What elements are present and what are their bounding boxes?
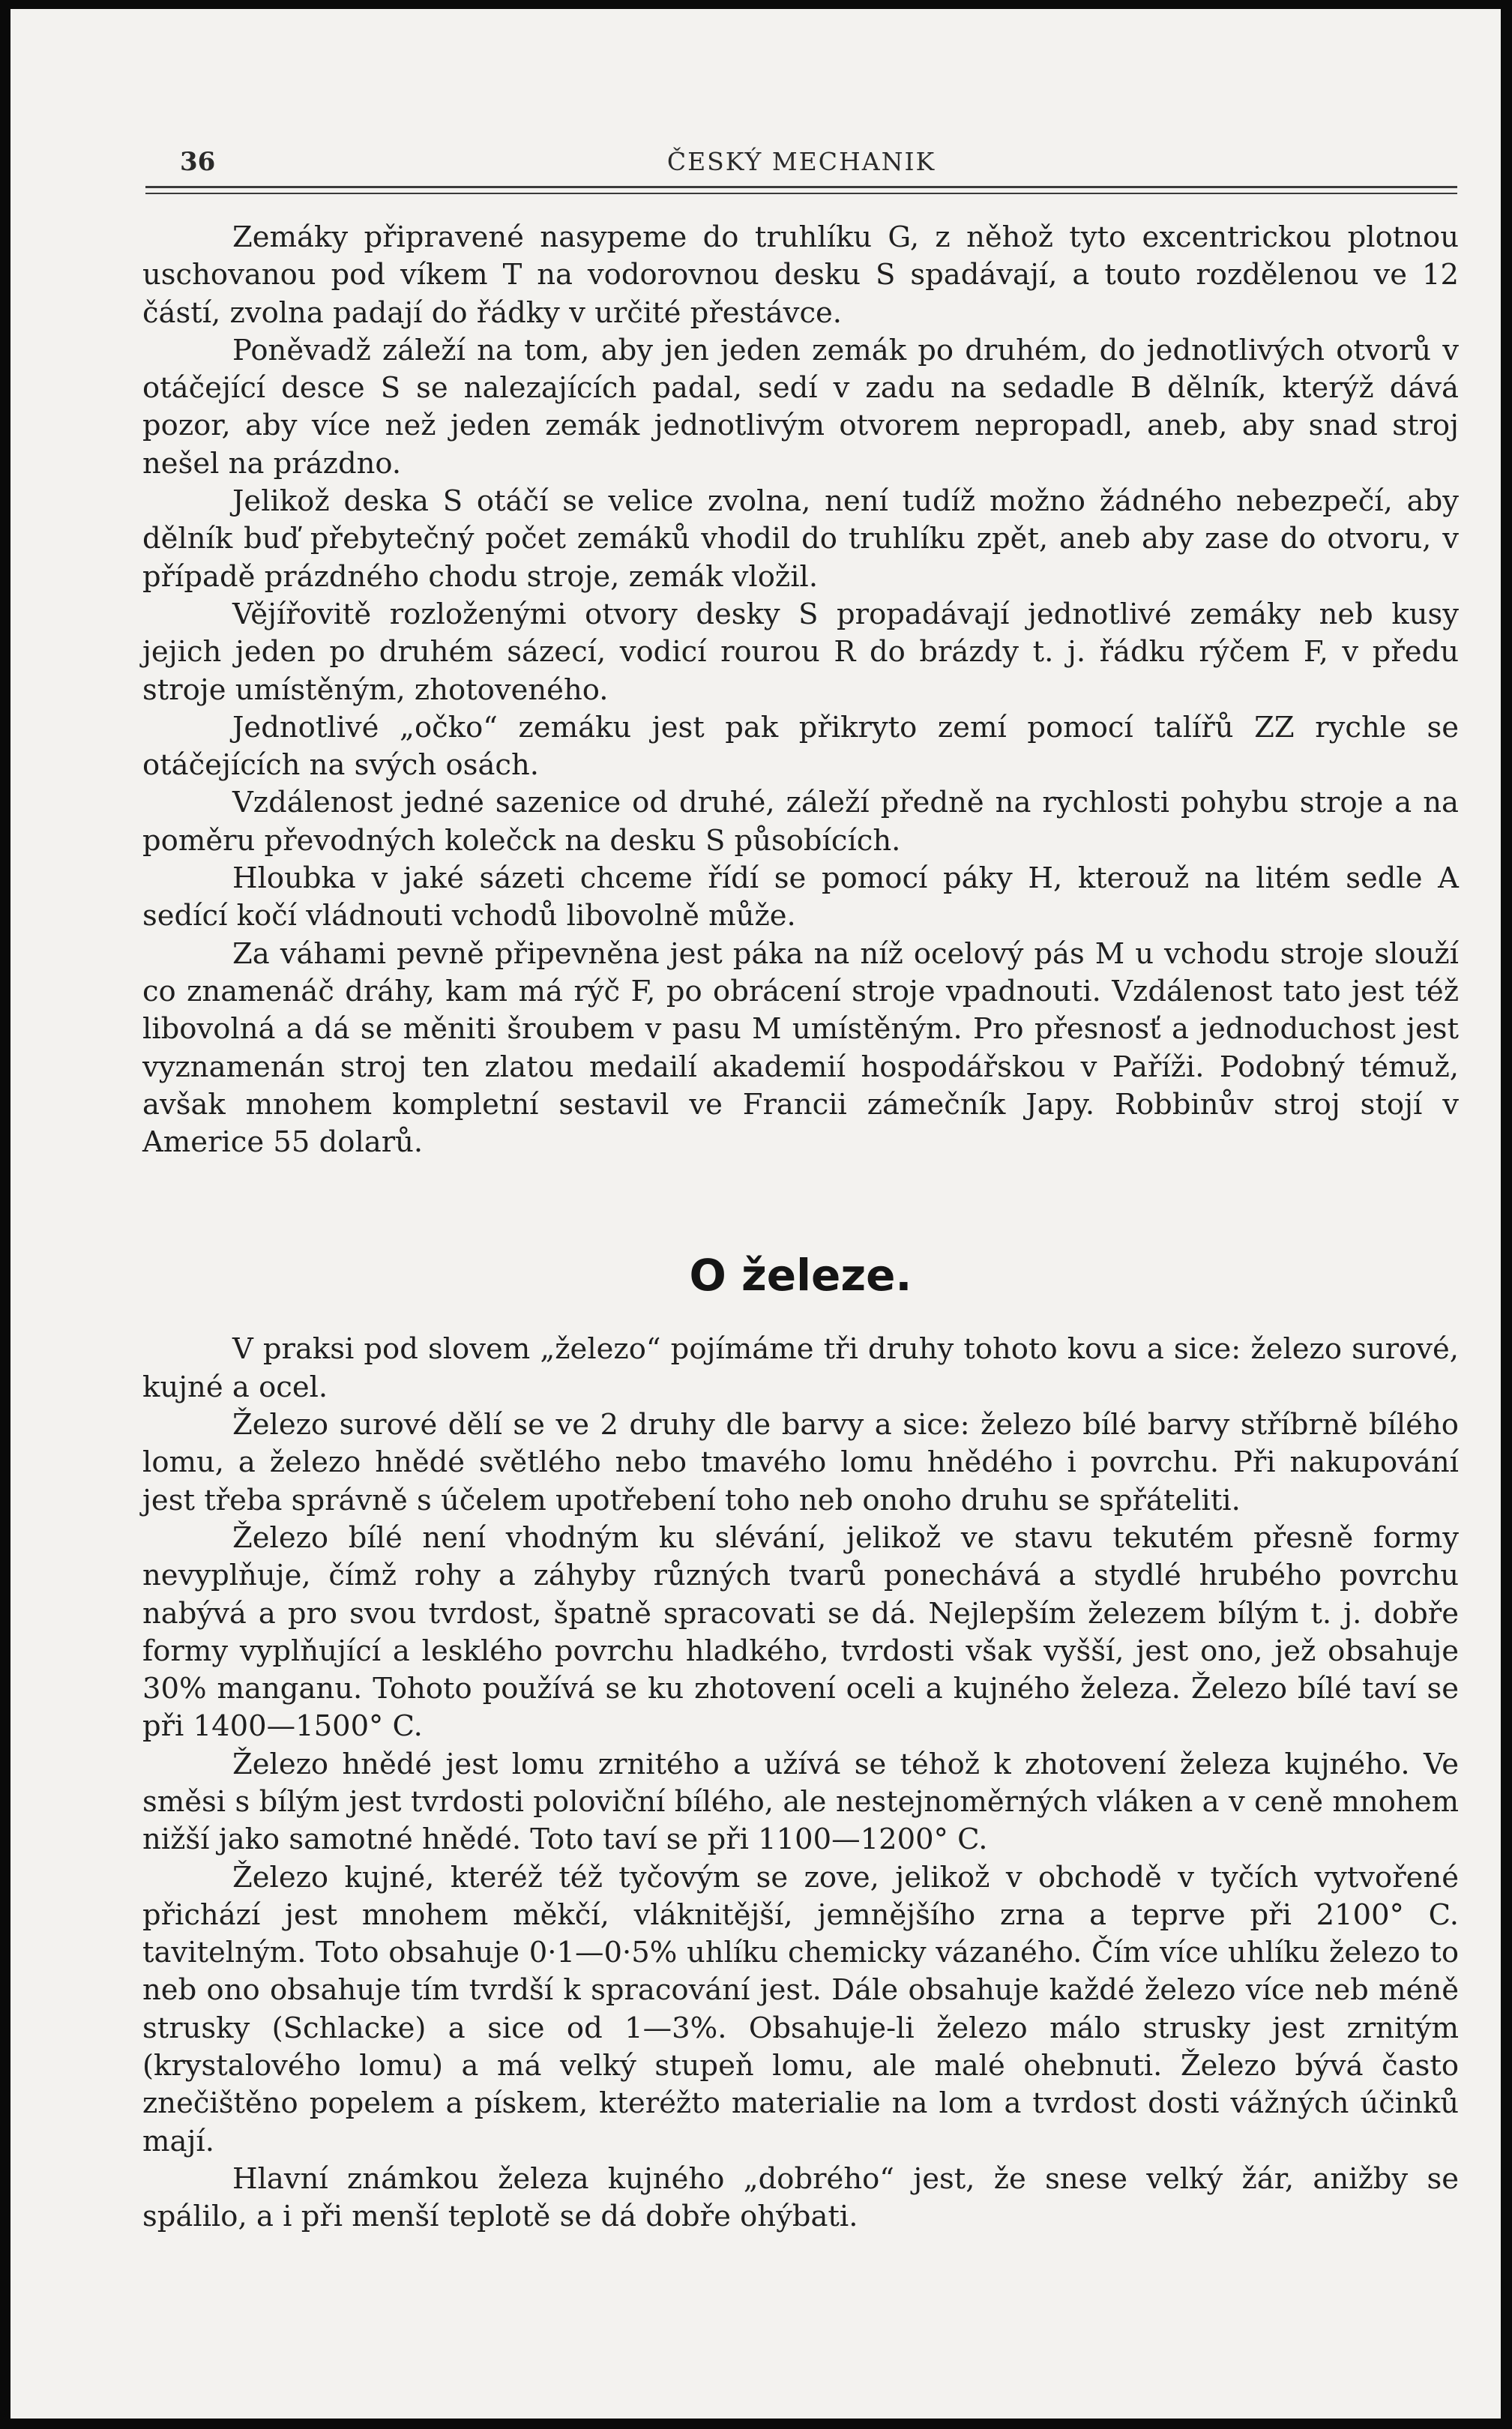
paragraph: Poněvadž záleží na tom, aby jen jeden zemák po druhém, do jednotlivých otvorů v otáčející desce S se nalezajících padal, sedí v zadu na sedadle B dělník, kterýž dává pozor, aby více než jeden zemák jednotlivým otvorem nepropadl, aneb, aby snad stroj nešel na prázdno. <box>142 333 1459 481</box>
paragraph: Železo hnědé jest lomu zrnitého a užívá se téhož k zhotovení železa kujného. Ve směsi s bílým jest tvrdosti poloviční bílého, ale nestejnoměrných vláken a v ceně mnohem nižší jako samotné hnědé. Toto taví se při 1100—1200° C. <box>142 1747 1459 1857</box>
paragraph: Hlavní známkou železa kujného „dobrého“ jest, že snese velký žár, anižby se spálilo, a i při menší teplotě se dá dobře ohýbati. <box>142 2161 1459 2234</box>
paragraph: Zemáky připravené nasypeme do truhlíku G, z něhož tyto excentrickou plotnou uschovanou pod víkem T na vodorovnou desku S spadávají, a touto rozdělenou ve 12 částí, zvolna padají do řádky v určité přestávce. <box>142 220 1459 330</box>
section-heading: O železe. <box>689 1250 912 1301</box>
paragraph: V praksi pod slovem „železo“ pojímáme tři druhy tohoto kovu a sice: železo surové, kujné a ocel. <box>142 1332 1459 1404</box>
paragraph: Jednotlivé „očko“ zemáku jest pak přikryto zemí pomocí talířů ZZ rychle se otáčejících na svých osách. <box>142 710 1459 783</box>
paragraph: Železo surové dělí se ve 2 druhy dle barvy a sice: železo bílé barvy stříbrně bílého lomu, a železo hnědé světlého nebo tmavého lomu hnědého i povrchu. Při nakupování jest třeba správně s účelem upotřebení toho neb onoho druhu se spřáteliti. <box>142 1408 1459 1517</box>
running-title: ČESKÝ MECHANIK <box>666 147 936 176</box>
paragraph: Železo bílé není vhodným ku slévání, jelikož ve stavu tekutém přesně formy nevyplňuje, čímž rohy a záhyby různých tvarů ponechává a stydlé hrubého povrchu nabývá a pro svou tvrdost, špatně spracovati se dá. Nejlepším železem bílým t. j. dobře formy vyplňující a lesklého povrchu hladkého, tvrdosti však vyšší, jest ono, jež obsahuje 30% manganu. Tohoto používá se ku zhotovení oceli a kujného železa. Železo bílé taví se při 1400—1500° C. <box>142 1520 1459 1744</box>
paragraph: Hloubka v jaké sázeti chceme řídí se pomocí páky H, kterouž na litém sedle A sedící kočí vládnouti vchodů libovolně může. <box>142 861 1459 933</box>
page-number: 36 <box>180 147 216 177</box>
paragraph: Za váhami pevně připevněna jest páka na níž ocelový pás M u vchodu stroje slouží co znamenáč dráhy, kam má rýč F, po obrácení stroje vpadnouti. Vzdálenost tato jest též libovolná a dá se měniti šroubem v pasu M umístěným. Pro přesnosť a jednoduchost jest vyznamenán stroj ten zlatou medailí akademií hospodářskou v Paříži. Podobný témuž, avšak mnohem kompletní sestavil ve Francii zámečník Japy. Robbinův stroj stojí v Americe 55 dolarů. <box>142 936 1459 1160</box>
header-rule-bottom <box>145 193 1457 194</box>
scanned-page <box>10 9 1501 2419</box>
paragraph: Železo kujné, kteréž též tyčovým se zove, jelikož v obchodě v tyčích vytvořené přichází jest mnohem měkčí, vláknitější, jemnějšího zrna a teprve při 2100° C. tavitelným. Toto obsahuje 0·1—0·5% uhlíku chemicky vázaného. Čím více uhlíku železo to neb ono obsahuje tím tvrdší k spracování jest. Dále obsahuje každé železo více neb méně strusky (Schlacke) a sice od 1—3%. Obsahuje-li železo málo strusky jest zrnitým (krystalového lomu) a má velký stupeň lomu, ale malé ohebnuti. Železo bývá často znečištěno popelem a pískem, kteréžto materialie na lom a tvrdost dosti vážných účinků mají. <box>142 1860 1459 2158</box>
header-rule-top <box>145 186 1457 188</box>
page-header <box>145 142 1457 180</box>
paragraph: Vzdálenost jedné sazenice od druhé, záleží předně na rychlosti pohybu stroje a na poměru převodných kolečck na desku S působících. <box>142 786 1459 858</box>
article-body <box>142 219 1459 2236</box>
paragraph: Vějířovitě rozloženými otvory desky S propadávají jednotlivé zemáky neb kusy jejich jeden po druhém sázecí, vodicí rourou R do brázdy t. j. řádku rýčem F, v předu stroje umístěným, zhotoveného. <box>142 597 1459 707</box>
paragraph: Jelikož deska S otáčí se velice zvolna, není tudíž možno žádného nebezpečí, aby dělník buď přebytečný počet zemáků vhodil do truhlíku zpět, aneb aby zase do otvoru, v případě prázdného chodu stroje, zemák vložil. <box>142 484 1459 594</box>
